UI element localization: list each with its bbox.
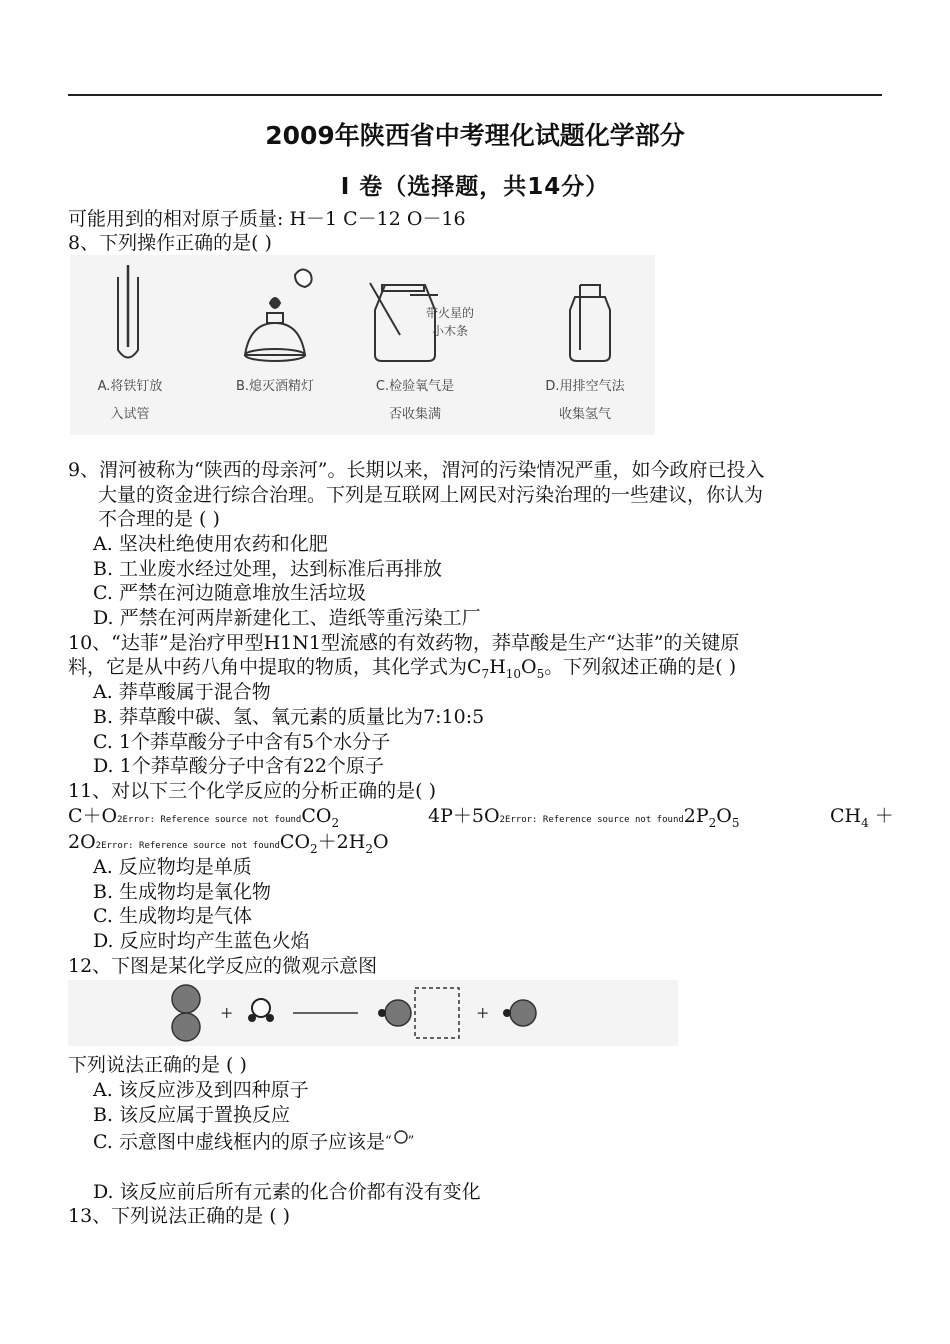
product-molecule-1-icon bbox=[378, 1000, 411, 1026]
q10-option-c: C. 1个莽草酸分子中含有5个水分子 bbox=[93, 731, 391, 753]
q8-figure-panel bbox=[70, 255, 655, 435]
q8-figure-c-caption: C.检验氧气是 否收集满 bbox=[375, 379, 455, 422]
q13-stem: 13、下列说法正确的是 ( ) bbox=[68, 1205, 291, 1227]
q9-option-c: C. 严禁在河边随意堆放生活垃圾 bbox=[93, 582, 366, 604]
q11-option-d: D. 反应时均产生蓝色火焰 bbox=[93, 930, 310, 952]
plus-sign-2: + bbox=[476, 1003, 490, 1022]
q8-figure-b-caption: B.熄灭酒精灯 bbox=[235, 379, 315, 394]
q9-option-d: D. 严禁在河两岸新建化工、造纸等重污染工厂 bbox=[93, 607, 481, 629]
q11-option-b: B. 生成物均是氧化物 bbox=[93, 881, 272, 903]
q11-stem: 11、对以下三个化学反应的分析正确的是( ) bbox=[68, 780, 437, 802]
q10-stem-line-2: 料，它是从中药八角中提取的物质，其化学式为$C_7H_{10}O_5$。下列叙述正确的是( ) bbox=[68, 656, 737, 681]
q12-option-c: C. 示意图中虚线框内的原子应该是“ ” bbox=[93, 1131, 415, 1153]
q12-reaction-diagram bbox=[68, 980, 678, 1046]
q9-stem-line-1: 9、渭河被称为“陕西的母亲河”。长期以来，渭河的污染情况严重，如今政府已投入 bbox=[68, 459, 765, 481]
molecule-open-circle-icon bbox=[248, 999, 274, 1022]
q12-molecule-drawings bbox=[68, 980, 678, 1046]
q12-option-d: D. 该反应前后所有元素的化合价都有没有变化 bbox=[93, 1181, 481, 1203]
top-rule bbox=[68, 94, 882, 96]
q9-stem-line-2: 大量的资金进行综合治理。下列是互联网上网民对污染治理的一些建议，你认为 bbox=[98, 484, 764, 506]
alcohol-lamp-icon bbox=[245, 269, 312, 361]
atomic-mass-line: 可能用到的相对原子质量: H－1 C－12 O－16 bbox=[68, 208, 466, 230]
q9-option-b: B. 工业废水经过处理，达到标准后再排放 bbox=[93, 558, 443, 580]
section-subtitle: I 卷（选择题，共14分） bbox=[340, 174, 610, 200]
q12-option-b: B. 该反应属于置换反应 bbox=[93, 1104, 291, 1126]
q9-option-a: A. 坚决杜绝使用农药和化肥 bbox=[93, 533, 328, 555]
q11-equations-line-1: C＋O2Error: Reference source not foundCO$_2$ 4P＋5O2Error: Reference source not $found2P_2O_5$ $CH_4$ ＋ bbox=[68, 805, 894, 830]
molecule-large-pair-icon bbox=[172, 985, 200, 1041]
q10-option-a: A. 莽草酸属于混合物 bbox=[93, 681, 271, 703]
q10-option-d: D. 1个莽草酸分子中含有22个原子 bbox=[93, 755, 384, 777]
gas-collecting-bottle-icon bbox=[570, 285, 610, 361]
q8-stem: 8、下列操作正确的是( ) bbox=[68, 232, 272, 254]
product-molecule-2-icon bbox=[503, 1000, 536, 1026]
q11-option-a: A. 反应物均是单质 bbox=[93, 856, 252, 878]
q11-option-c: C. 生成物均是气体 bbox=[93, 905, 252, 927]
q11-equations-line-2: 2O2Error: Reference source not $foundCO_2+2H_2O$ bbox=[68, 831, 389, 856]
dashed-box bbox=[415, 988, 459, 1038]
gas-bottle-icon bbox=[370, 283, 438, 361]
q12-option-a: A. 该反应涉及到四种原子 bbox=[93, 1079, 309, 1101]
page-title: 2009年陕西省中考理化试题化学部分 bbox=[265, 121, 685, 150]
q12-question: 下列说法正确的是 ( ) bbox=[68, 1054, 247, 1076]
plus-sign-1: + bbox=[220, 1003, 234, 1022]
q8-c-note-1: 带火星的 bbox=[426, 306, 475, 320]
q8-figure-d-caption: D.用排空气法 收集氢气 bbox=[545, 379, 625, 422]
test-tube-icon bbox=[118, 265, 138, 358]
q8-figure-a-caption: A.将铁钉放 入试管 bbox=[97, 379, 163, 422]
q12-stem: 12、下图是某化学反应的微观示意图 bbox=[68, 955, 378, 977]
q10-option-b: B. 莽草酸中碳、氢、氧元素的质量比为7:10:5 bbox=[93, 706, 485, 728]
q9-stem-line-3: 不合理的是 ( ) bbox=[98, 508, 220, 530]
q10-stem-line-1: 10、“达菲”是治疗甲型H1N1型流感的有效药物，莽草酸是生产“达菲”的关键原 bbox=[68, 632, 740, 654]
q8-c-note-2: 小木条 bbox=[432, 324, 469, 338]
